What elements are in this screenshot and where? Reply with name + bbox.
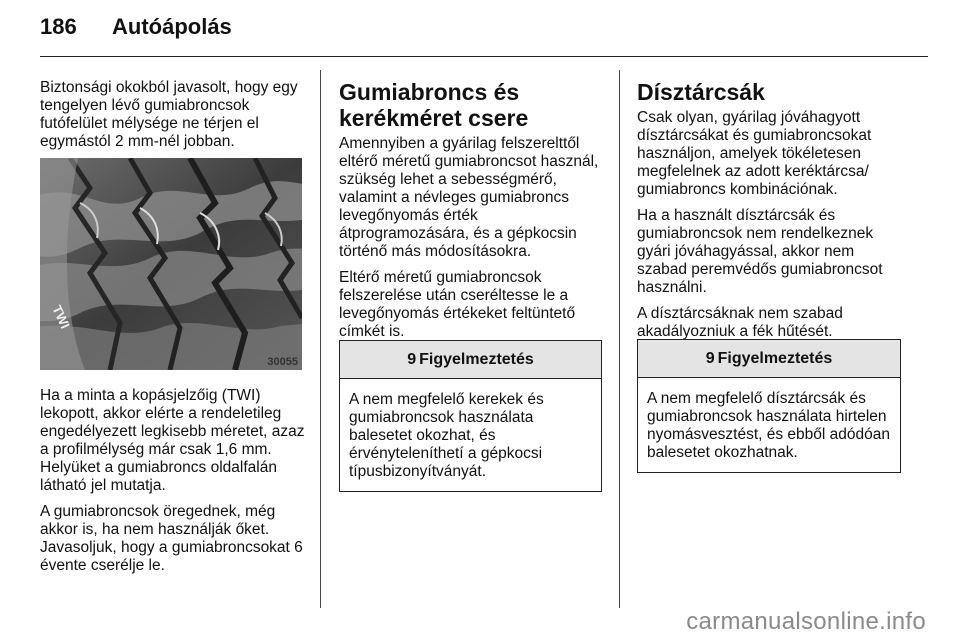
- warning-text: A nem megfelelő dísztárcsák és gumiabroncsok használata hirtelen nyomásvesztést, és ebből adódóan balesetet okozhatnak.: [647, 390, 890, 461]
- left-paragraph-3: A gumiabroncsok öregednek, még akkor is, ha nem használják őket. Javasoljuk, hogy a gumiabroncsokat 6 évente cserélje le.: [40, 503, 303, 574]
- warning-icon: 9: [705, 349, 715, 367]
- twi-label: TWI: [49, 302, 73, 331]
- middle-paragraph-2: Eltérő méretű gumiabroncsok felszerelése után cseréltesse le a levegőnyomás értékeket feltüntető címkét is.: [339, 269, 576, 340]
- right-paragraph-1: Csak olyan, gyárilag jóváhagyott dísztárcsákat és gumiabroncsokat használjon, amelyek tökéletesen megfelelnek az adott keréktárcsa/ gumiabroncs kombinációnak.: [637, 109, 872, 198]
- warning-text: A nem megfelelő kerekek és gumiabroncsok használata balesetet okozhat, és érvényteleníthetí a gépkocsi típusbizonyítványát.: [349, 391, 544, 480]
- page-header: [40, 14, 232, 40]
- middle-warning-box: [339, 340, 602, 492]
- right-paragraph-3: A dísztárcsáknak nem szabad akadályozniuk a fék hűtését.: [637, 305, 843, 340]
- page-title: Autóápolás: [112, 14, 232, 39]
- middle-column: [339, 79, 605, 349]
- warning-title: Figyelmeztetés: [717, 349, 833, 367]
- left-column-lower: [40, 387, 312, 583]
- header-rule: [40, 56, 928, 57]
- warning-header: [340, 341, 601, 379]
- warning-header: [638, 340, 900, 378]
- middle-heading: Gumiabroncs és kerékméret csere: [339, 79, 529, 131]
- right-paragraph-2: Ha a használt dísztárcsák és gumiabroncsok nem rendelkeznek gyári jóváhagyással, akkor nem szabad peremvédős gumiabroncsot használni.: [637, 207, 883, 296]
- left-paragraph-1: Biztonsági okokból javasolt, hogy egy tengelyen lévő gumiabroncsok futófelület mélysége ne térjen el egymástól 2 mm-nél jobban.: [40, 79, 298, 150]
- middle-paragraph-1: Amennyiben a gyárilag felszerelttől eltérő méretű gumiabroncsot használ, szükség lehet a sebességmérő, valamint a névleges gumiabroncs levegőnyomás érték átprogramozására, és a gépkocsin történő más módosításokra.: [339, 135, 599, 260]
- page-number: 186: [40, 14, 77, 39]
- left-paragraph-2: Ha a minta a kopásjelzőig (TWI) lekopott, akkor elérte a rendeletileg engedélyezett legkisebb méretet, azaz a profilmélység már csak 1,6 mm. Helyüket a gumiabroncs oldalfalán látható jel mutatja.: [40, 387, 305, 494]
- right-heading: Dísztárcsák: [637, 79, 765, 105]
- column-divider-right: [619, 70, 620, 608]
- left-column: [40, 79, 308, 159]
- right-column: [637, 79, 907, 349]
- column-divider-left: [320, 70, 321, 608]
- right-warning-box: [637, 339, 901, 473]
- tire-tread-photo: [40, 158, 302, 370]
- warning-icon: 9: [407, 350, 417, 368]
- warning-title: Figyelmeztetés: [419, 350, 534, 368]
- watermark: carmanualsonline.info: [686, 608, 926, 635]
- image-code: 30055: [267, 356, 298, 368]
- tire-tread-image: [40, 158, 302, 370]
